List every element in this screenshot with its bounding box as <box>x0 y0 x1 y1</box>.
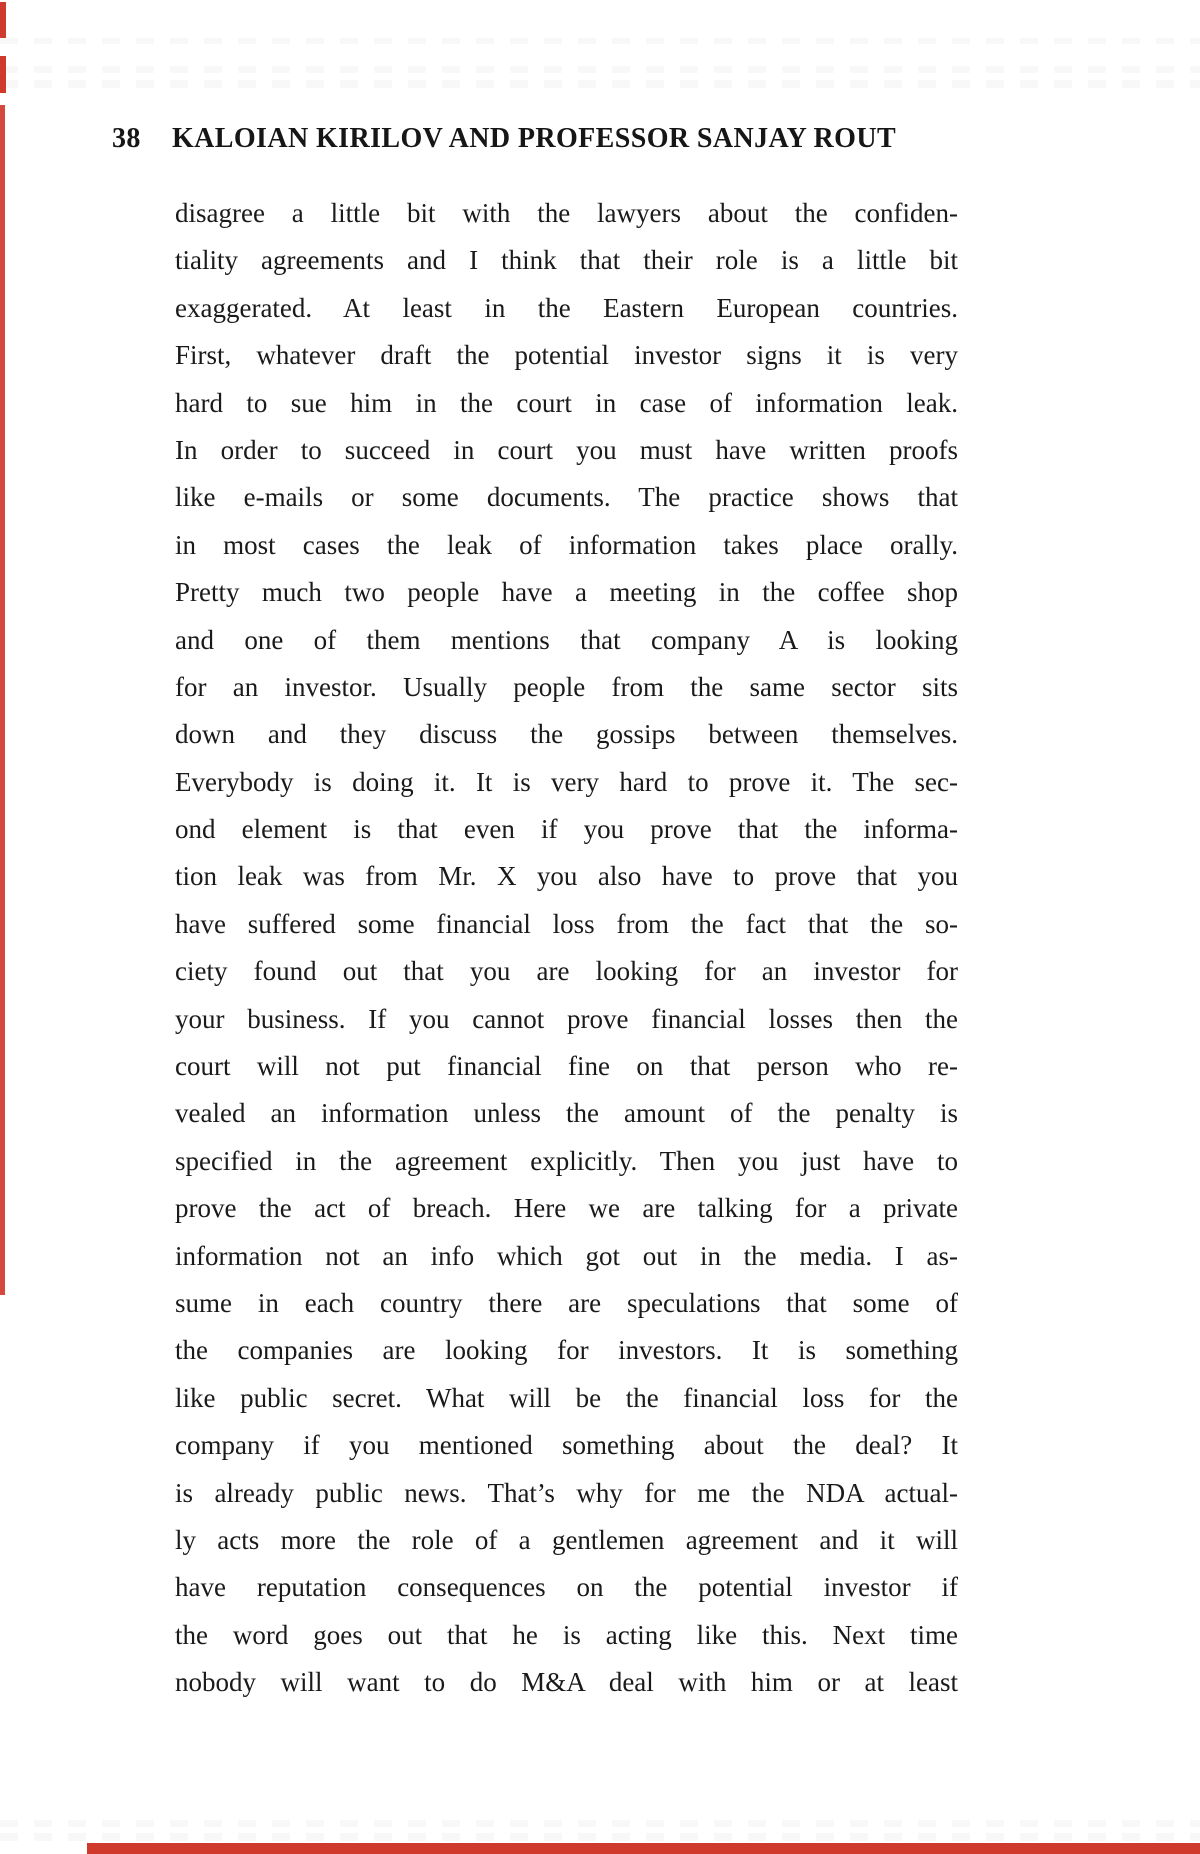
text-line: sume in each country there are speculations that some of <box>175 1287 958 1318</box>
text-line: for an investor. Usually people from the same sector sits <box>175 671 958 702</box>
text-line: tiality agreements and I think that their role is a little bit <box>175 245 958 276</box>
text-line: and one of them mentions that company A is looking <box>175 624 958 655</box>
text-line: specified in the agreement explicitly. Then you just have to <box>175 1145 958 1176</box>
scan-artifact-band <box>0 66 1200 73</box>
running-header-title: KALOIAN KIRILOV AND PROFESSOR SANJAY ROUT <box>172 123 897 154</box>
text-line: prove the act of breach. Here we are talking for a private <box>175 1193 958 1224</box>
text-line: ond element is that even if you prove that the informa- <box>175 814 958 845</box>
text-line: have reputation consequences on the potential investor if <box>175 1572 958 1603</box>
text-line: Everybody is doing it. It is very hard to prove it. The sec- <box>175 766 958 797</box>
page-edge-red-left <box>0 105 5 1295</box>
page-number: 38 <box>112 123 141 154</box>
scan-artifact-band <box>0 38 1200 44</box>
text-line: disagree a little bit with the lawyers about the confiden- <box>175 198 958 228</box>
text-line: tion leak was from Mr. X you also have to prove that you <box>175 861 958 892</box>
scan-artifact-band <box>0 1820 1200 1827</box>
page-edge-red-left <box>0 56 6 93</box>
text-line: In order to succeed in court you must have written proofs <box>175 434 958 465</box>
text-line: have suffered some financial loss from the fact that the so- <box>175 908 958 939</box>
text-line: is already public news. That’s why for me the NDA actual- <box>175 1477 958 1508</box>
text-line: the word goes out that he is acting like this. Next time <box>175 1619 958 1650</box>
text-line: company if you mentioned something about the deal? It <box>175 1430 958 1461</box>
text-line: like e-mails or some documents. The practice shows that <box>175 482 958 513</box>
text-line: vealed an information unless the amount of the penalty is <box>175 1098 958 1129</box>
text-line: nobody will want to do M&A deal with him or at least <box>175 1667 958 1698</box>
text-line: hard to sue him in the court in case of information leak. <box>175 387 958 418</box>
page-edge-red-bottom <box>87 1843 1200 1854</box>
page-edge-red-left <box>0 2 6 38</box>
text-line: like public secret. What will be the financial loss for the <box>175 1382 958 1413</box>
text-line: your business. If you cannot prove financial losses then the <box>175 1003 958 1034</box>
text-line: court will not put financial fine on that person who re- <box>175 1051 958 1082</box>
text-line: ciety found out that you are looking for an investor for <box>175 956 958 987</box>
text-line: down and they discuss the gossips between themselves. <box>175 719 958 750</box>
body-text-block <box>175 190 958 1707</box>
text-line: in most cases the leak of information takes place orally. <box>175 529 958 560</box>
text-line: information not an info which got out in the media. I as- <box>175 1240 958 1271</box>
text-line: exaggerated. At least in the Eastern European countries. <box>175 292 958 323</box>
text-line: Pretty much two people have a meeting in the coffee shop <box>175 577 958 608</box>
text-line: First, whatever draft the potential investor signs it is very <box>175 340 958 371</box>
text-line: ly acts more the role of a gentlemen agreement and it will <box>175 1524 958 1555</box>
scan-artifact-band <box>0 1833 1200 1841</box>
text-line: the companies are looking for investors. It is something <box>175 1335 958 1366</box>
scan-artifact-band <box>0 80 1200 88</box>
